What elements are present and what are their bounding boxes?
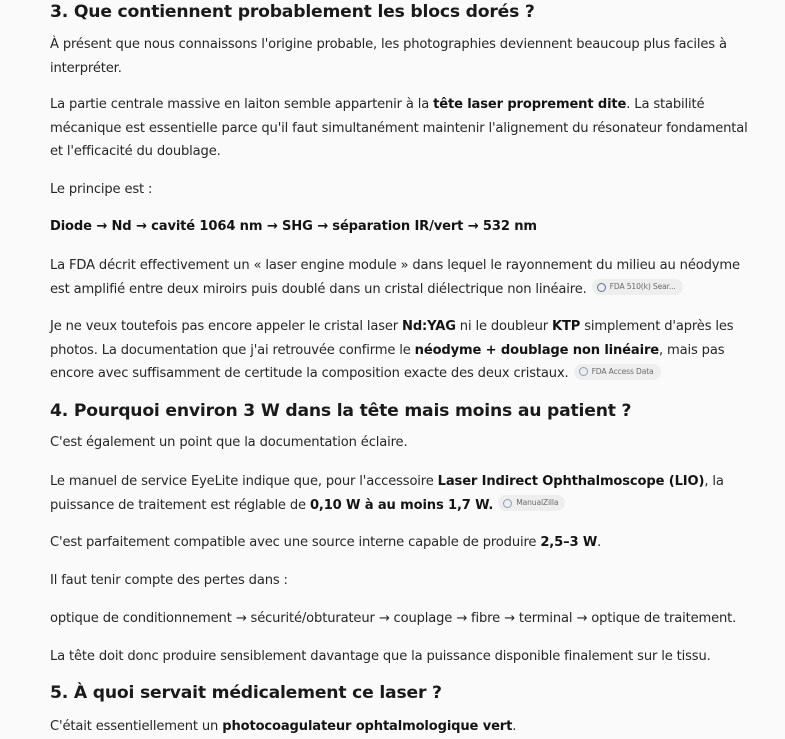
source-icon <box>579 367 588 376</box>
section-3-paragraph-2: La partie centrale massive en laiton semble appartenir à la tête laser proprement dite. La stabilité mécanique est essentielle parce qu'il faut simultanément maintenir l'alignement du résonateur fondamental et l'efficacité du doublage. <box>50 97 748 159</box>
source-icon <box>503 499 512 508</box>
section-5-heading: 5. À quoi servait médicalement ce laser ? <box>50 683 442 703</box>
section-3-paragraph-3: Le principe est : <box>50 182 153 197</box>
section-4-paragraph-4: Il faut tenir compte des pertes dans : <box>50 573 288 588</box>
section-4-paragraph-1: C'est également un point que la documentation éclaire. <box>50 435 408 450</box>
source-chip-fda-510k[interactable]: FDA 510(k) Sear... <box>592 279 683 295</box>
source-chip-fda-access-data[interactable]: FDA Access Data <box>574 364 661 380</box>
source-chip-manualzilla[interactable]: ManualZilla <box>498 495 565 511</box>
section-3-paragraph-5: La FDA décrit effectivement un « laser engine module » dans lequel le rayonnement du milieu au néodyme est amplifié entre deux miroirs puis doublé dans un cristal diélectrique non linéaire. FDA 510(k) Sear... <box>50 258 740 297</box>
section-5-paragraph-1: C'était essentiellement un photocoagulateur ophtalmologique vert. <box>50 719 517 734</box>
section-4-paragraph-6: La tête doit donc produire sensiblement davantage que la puissance disponible finalement sur le tissu. <box>50 649 711 664</box>
section-3-heading: 3. Que contiennent probablement les blocs dorés ? <box>50 2 535 22</box>
section-4-paragraph-5: optique de conditionnement → sécurité/obturateur → couplage → fibre → terminal → optique de traitement. <box>50 611 737 626</box>
section-3-paragraph-1: À présent que nous connaissons l'origine probable, les photographies deviennent beaucoup plus faciles à interpréter. <box>50 37 727 76</box>
section-3-paragraph-6: Je ne veux toutefois pas encore appeler le cristal laser Nd:YAG ni le doubleur KTP simplement d'après les photos. La documentation que j'ai retrouvée confirme le néodyme + doublage non linéaire, mais pas encore avec suffisamment de certitude la composition exacte des deux cristaux. FDA Access Data <box>50 319 734 381</box>
source-icon <box>597 283 606 292</box>
section-4-heading: 4. Pourquoi environ 3 W dans la tête mais moins au patient ? <box>50 401 632 421</box>
section-4-paragraph-2: Le manuel de service EyeLite indique que, pour l'accessoire Laser Indirect Ophthalmoscope (LIO), la puissance de traitement est réglable de 0,10 W à au moins 1,7 W. ManualZilla <box>50 474 724 513</box>
laser-chain: Diode → Nd → cavité 1064 nm → SHG → séparation IR/vert → 532 nm <box>50 219 537 234</box>
section-4-paragraph-3: C'est parfaitement compatible avec une source interne capable de produire 2,5–3 W. <box>50 535 602 550</box>
